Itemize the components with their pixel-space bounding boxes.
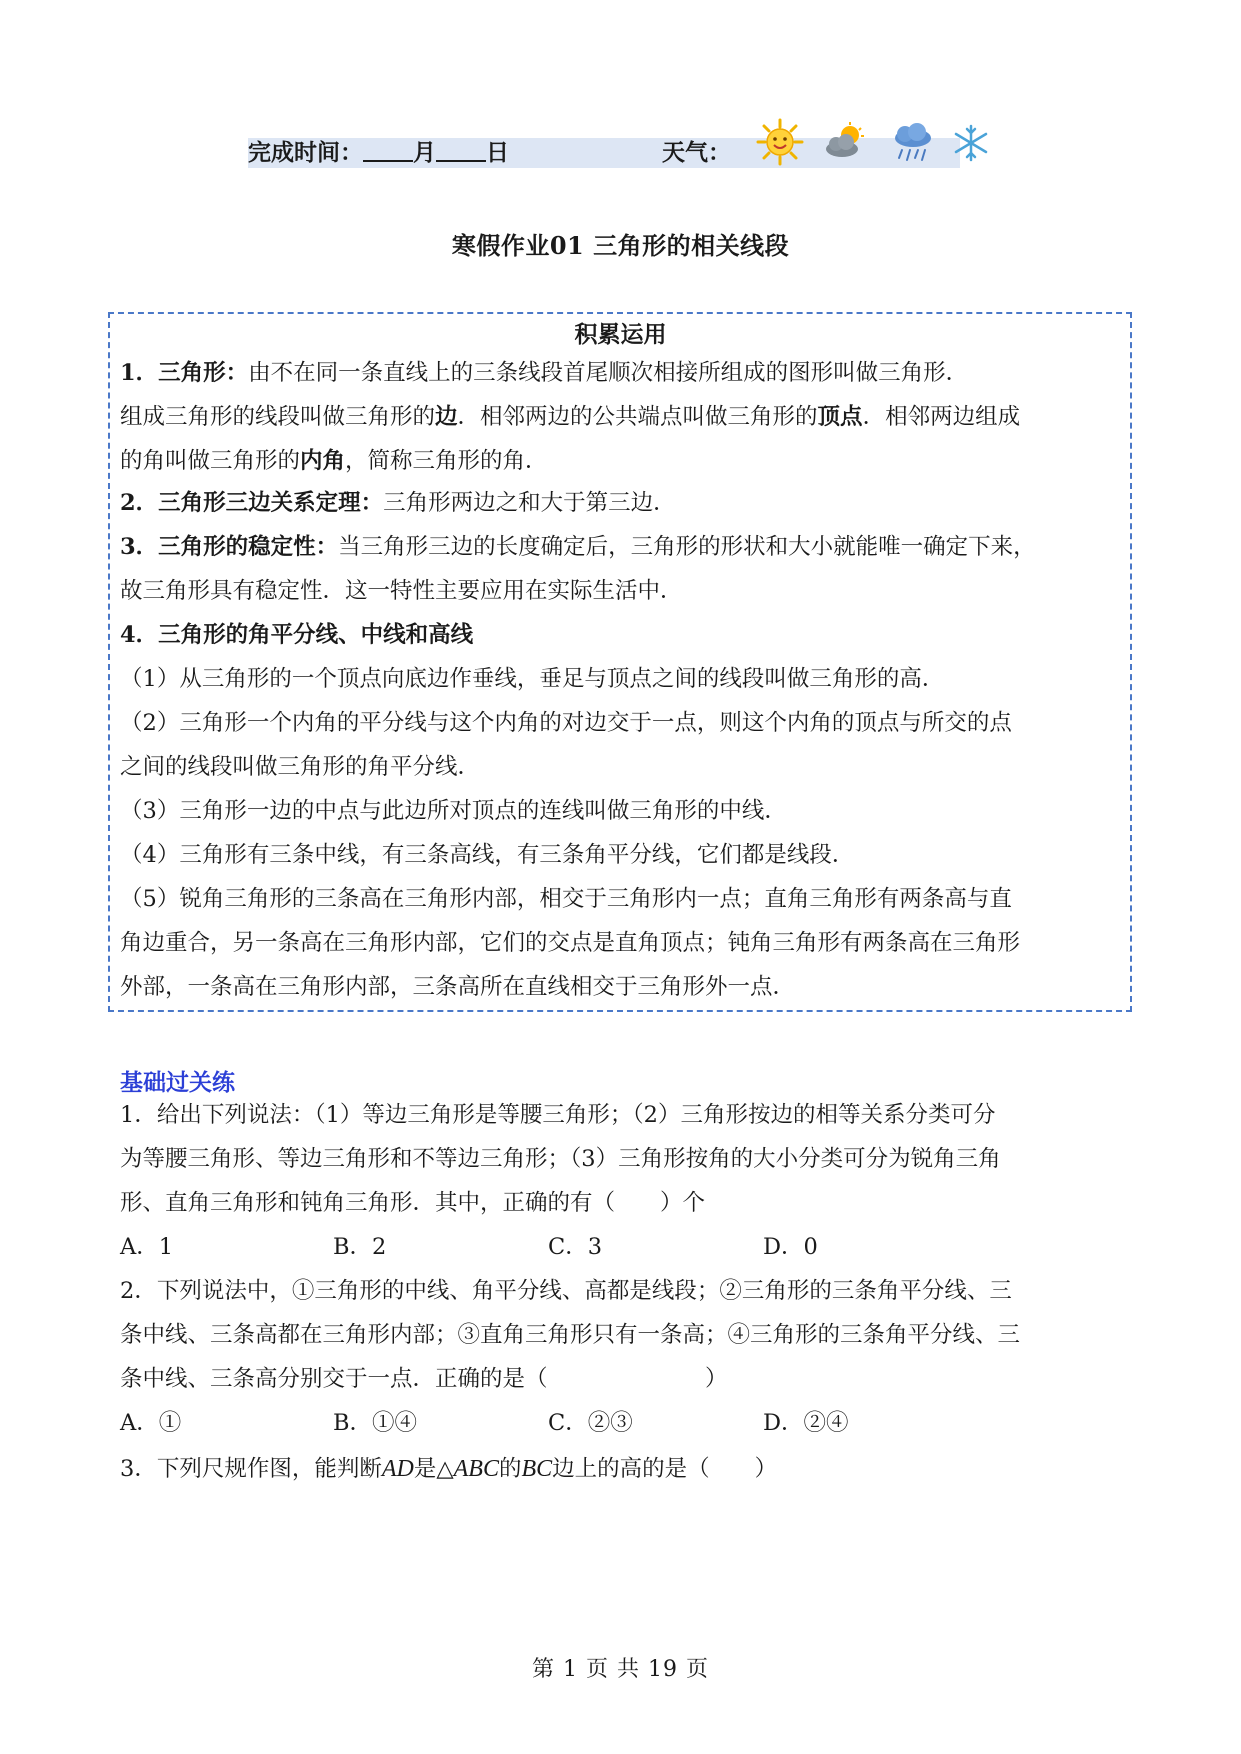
knowledge-line: 1．三角形：由不在同一条直线上的三条线段首尾顺次相接所组成的图形叫做三角形． bbox=[120, 360, 969, 386]
knowledge-line: 组成三角形的线段叫做三角形的边．相邻两边的公共端点叫做三角形的顶点．相邻两边组成 bbox=[120, 404, 1021, 430]
month-blank[interactable] bbox=[363, 138, 413, 162]
knowledge-line: 的角叫做三角形的内角，简称三角形的角． bbox=[120, 448, 548, 474]
question-2-line: 条中线、三条高分别交于一点．正确的是（ ） bbox=[120, 1366, 728, 1392]
q1-option-b[interactable]: B．2 bbox=[333, 1234, 387, 1260]
question-1-line: 1．给出下列说法：（1）等边三角形是等腰三角形；（2）三角形按边的相等关系分类可分 bbox=[120, 1102, 996, 1128]
weather-label: 天气： bbox=[662, 139, 731, 166]
knowledge-line: 2．三角形三边关系定理：三角形两边之和大于第三边． bbox=[120, 490, 676, 516]
knowledge-line: 之间的线段叫做三角形的角平分线． bbox=[120, 754, 481, 780]
day-blank[interactable] bbox=[436, 138, 486, 162]
rain-icon[interactable] bbox=[890, 122, 936, 166]
question-3-line: 3．下列尺规作图，能判断AD是△ABC的BC边上的高的是（ ） bbox=[120, 1456, 778, 1482]
q2-option-d[interactable]: D．②④ bbox=[763, 1410, 849, 1436]
q2-option-a[interactable]: A．① bbox=[120, 1410, 182, 1436]
completion-time bbox=[248, 138, 509, 168]
question-2-line: 条中线、三条高都在三角形内部；③直角三角形只有一条高；④三角形的三条角平分线、三 bbox=[120, 1322, 1021, 1348]
page-footer: 第 1 页 共 19 页 bbox=[532, 1657, 709, 1682]
math-abc: ABC bbox=[453, 1456, 499, 1482]
document-title: 寒假作业01 三角形的相关线段 bbox=[451, 231, 790, 260]
knowledge-line: （1）从三角形的一个顶点向底边作垂线，垂足与顶点之间的线段叫做三角形的高． bbox=[120, 666, 945, 692]
section-heading: 基础过关练 bbox=[120, 1070, 235, 1096]
knowledge-heading: 积累运用 bbox=[574, 321, 667, 348]
knowledge-line: 外部，一条高在三角形内部，三条高所在直线相交于三角形外一点． bbox=[120, 974, 796, 1000]
knowledge-line: 故三角形具有稳定性．这一特性主要应用在实际生活中． bbox=[120, 578, 683, 604]
question-1-line: 形、直角三角形和钝角三角形．其中，正确的有（ ）个 bbox=[120, 1190, 706, 1216]
question-1-line: 为等腰三角形、等边三角形和不等边三角形；（3）三角形按角的大小分类可分为锐角三角 bbox=[120, 1146, 1001, 1172]
month-label: 月 bbox=[413, 139, 436, 166]
knowledge-line: （3）三角形一边的中点与此边所对顶点的连线叫做三角形的中线． bbox=[120, 798, 787, 824]
knowledge-line: 角边重合，另一条高在三角形内部，它们的交点是直角顶点；钝角三角形有两条高在三角形 bbox=[120, 930, 1021, 956]
knowledge-line: （2）三角形一个内角的平分线与这个内角的对边交于一点，则这个内角的顶点与所交的点 bbox=[120, 710, 1012, 736]
completion-label: 完成时间： bbox=[248, 139, 363, 166]
math-ad: AD bbox=[381, 1456, 414, 1482]
day-label: 日 bbox=[486, 139, 509, 166]
q1-option-d[interactable]: D．0 bbox=[763, 1234, 818, 1260]
knowledge-line: 4．三角形的角平分线、中线和高线 bbox=[120, 622, 474, 648]
sun-icon[interactable] bbox=[756, 118, 804, 166]
question-2-line: 2．下列说法中，①三角形的中线、角平分线、高都是线段；②三角形的三条角平分线、三 bbox=[120, 1278, 1012, 1304]
q1-option-c[interactable]: C．3 bbox=[548, 1234, 603, 1260]
snowflake-icon[interactable] bbox=[952, 124, 990, 162]
q2-option-c[interactable]: C．②③ bbox=[548, 1410, 633, 1436]
q1-option-a[interactable]: A．1 bbox=[120, 1234, 174, 1260]
partly-cloudy-icon[interactable] bbox=[822, 122, 868, 162]
knowledge-line: （5）锐角三角形的三条高在三角形内部，相交于三角形内一点；直角三角形有两条高与直 bbox=[120, 886, 1012, 912]
knowledge-line: （4）三角形有三条中线，有三条高线，有三条角平分线，它们都是线段． bbox=[120, 842, 855, 868]
q2-option-b[interactable]: B．①④ bbox=[333, 1410, 418, 1436]
math-bc: BC bbox=[521, 1456, 553, 1482]
knowledge-line: 3．三角形的稳定性：当三角形三边的长度确定后，三角形的形状和大小就能唯一确定下来， bbox=[120, 534, 1036, 560]
